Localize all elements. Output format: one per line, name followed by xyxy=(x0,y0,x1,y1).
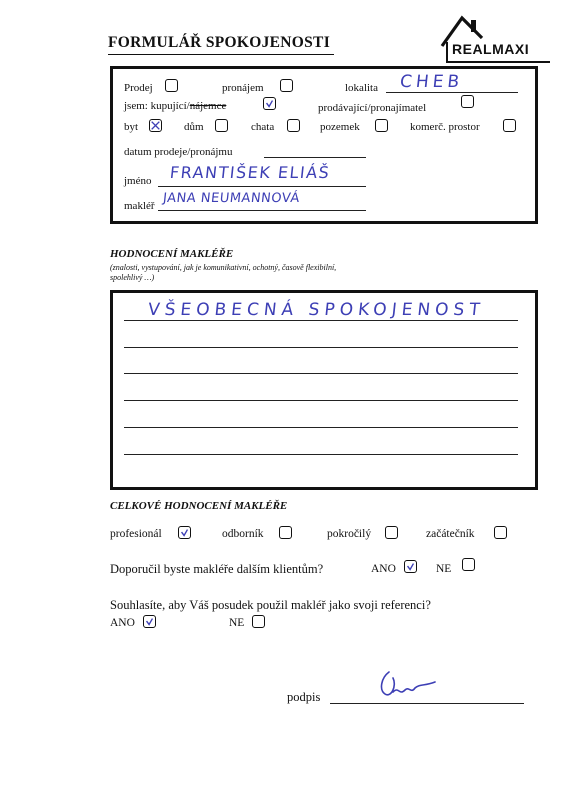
pozemek-label: pozemek xyxy=(320,121,360,133)
check-mark-icon xyxy=(179,527,190,538)
podpis-label: podpis xyxy=(287,690,321,704)
prodavajici-checkbox[interactable] xyxy=(461,95,474,108)
doporucil-question: Doporučil byste makléře dalším klientům? xyxy=(110,562,324,576)
comment-value[interactable]: VŠEOBECNÁ SPOKOJENOST xyxy=(146,300,486,320)
prodej-checkbox[interactable] xyxy=(165,79,178,92)
dum-label: dům xyxy=(184,121,204,133)
souhlas-ano-checkbox[interactable] xyxy=(143,615,156,628)
prodej-label: Prodej xyxy=(124,82,153,94)
souhlas-ano-label: ANO xyxy=(110,617,135,629)
byt-checkbox[interactable] xyxy=(149,119,162,132)
title-underline xyxy=(108,54,334,55)
zacatecnik-label: začátečník xyxy=(426,528,475,540)
lokalita-value[interactable]: CHEB xyxy=(398,72,465,92)
comment-line-2 xyxy=(124,347,518,348)
hodnoceni-heading: HODNOCENÍ MAKLÉŘE xyxy=(110,248,234,260)
comment-line-6 xyxy=(124,454,518,455)
doporucil-ne-checkbox[interactable] xyxy=(462,558,475,571)
profesional-label: profesionál xyxy=(110,528,162,540)
prodavajici-label: prodávající/pronajímatel xyxy=(318,102,427,114)
souhlas-ne-checkbox[interactable] xyxy=(252,615,265,628)
pronajem-checkbox[interactable] xyxy=(280,79,293,92)
zacatecnik-checkbox[interactable] xyxy=(494,526,507,539)
check-mark-icon xyxy=(144,616,155,627)
odbornik-checkbox[interactable] xyxy=(279,526,292,539)
profesional-checkbox[interactable] xyxy=(178,526,191,539)
dum-checkbox[interactable] xyxy=(215,119,228,132)
datum-line[interactable] xyxy=(264,157,366,158)
chata-checkbox[interactable] xyxy=(287,119,300,132)
souhlas-ne-label: NE xyxy=(229,617,245,629)
cross-mark-icon xyxy=(150,120,161,131)
hodnoceni-subtitle-line2: spolehlivý …) xyxy=(110,273,155,282)
pokrocily-checkbox[interactable] xyxy=(385,526,398,539)
comment-line-3 xyxy=(124,373,518,374)
celkove-heading: CELKOVÉ HODNOCENÍ MAKLÉŘE xyxy=(110,500,288,512)
komerc-checkbox[interactable] xyxy=(503,119,516,132)
souhlas-question: Souhlasíte, aby Váš posudek použil makléř jako svoji referenci? xyxy=(110,598,431,612)
hodnoceni-subtitle-line1: (znalosti, vystupování, jak je komunikativní, ochotný, časově flexibilní, xyxy=(110,263,337,272)
makler-label: makléř xyxy=(124,200,155,212)
form-title: FORMULÁŘ SPOKOJENOSTI xyxy=(108,34,331,51)
logo-text: REALMAXI xyxy=(452,41,530,57)
doporucil-ano-label: ANO xyxy=(371,563,396,575)
doporucil-ne-label: NE xyxy=(436,563,452,575)
signature[interactable] xyxy=(375,668,445,708)
doporucil-ano-checkbox[interactable] xyxy=(404,560,417,573)
komerc-label: komerč. prostor xyxy=(410,121,480,133)
check-mark-icon xyxy=(405,561,416,572)
pronajem-label: pronájem xyxy=(222,82,264,94)
jsem-prefix: jsem: kupující/ xyxy=(124,100,190,112)
chata-label: chata xyxy=(251,121,275,133)
comment-line-5 xyxy=(124,427,518,428)
check-mark-icon xyxy=(264,98,275,109)
byt-label: byt xyxy=(124,121,139,133)
najemce-checkbox[interactable] xyxy=(263,97,276,110)
datum-label: datum prodeje/pronájmu xyxy=(124,146,233,158)
pozemek-checkbox[interactable] xyxy=(375,119,388,132)
hodnoceni-subtitle xyxy=(110,263,336,283)
najemce-option: nájemce xyxy=(189,100,227,112)
jsem-label xyxy=(124,100,226,112)
lokalita-label: lokalita xyxy=(345,82,378,94)
lokalita-line xyxy=(386,92,518,93)
makler-value[interactable]: JANA NEUMANNOVÁ xyxy=(162,191,301,206)
jmeno-value[interactable]: FRANTIŠEK ELIÁŠ xyxy=(169,163,332,182)
jmeno-line xyxy=(158,186,366,187)
pokrocily-label: pokročilý xyxy=(327,528,372,540)
comment-line-1 xyxy=(124,320,518,321)
comment-line-4 xyxy=(124,400,518,401)
odbornik-label: odborník xyxy=(222,528,264,540)
jmeno-label: jméno xyxy=(124,175,152,187)
makler-line xyxy=(158,210,366,211)
